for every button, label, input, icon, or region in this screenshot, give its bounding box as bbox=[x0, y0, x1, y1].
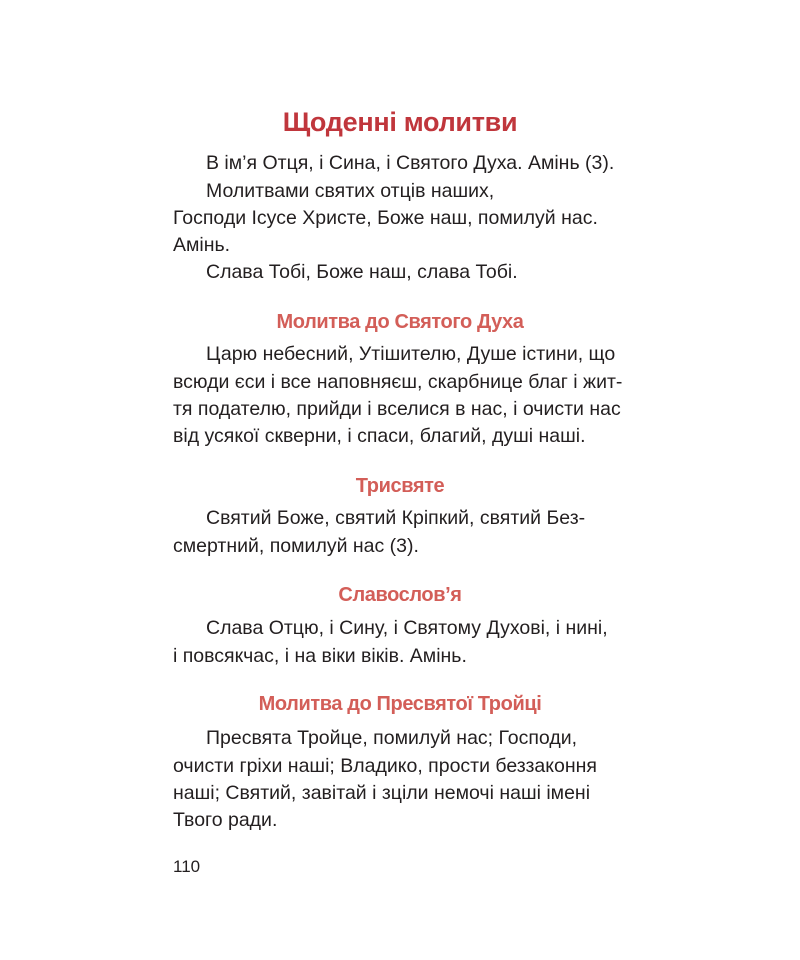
text-line: Господи Ісусе Христе, Боже наш, помилуй нас. bbox=[173, 207, 598, 229]
text-line: Молитвами святих отців наших, bbox=[206, 180, 495, 202]
text-line: Твого ради. bbox=[173, 809, 278, 831]
text-line: Святий Боже, святий Кріпкий, святий Без- bbox=[206, 507, 586, 529]
page-title: Щоденні молитви bbox=[282, 107, 518, 137]
section-heading: Молитва до Пресвятої Тройці bbox=[258, 693, 542, 715]
text-line: очисти гріхи наші; Владико, прости беззаконня bbox=[173, 755, 597, 777]
page-number: 110 bbox=[173, 857, 201, 876]
text-line: наші; Святий, завітай і зціли немочі наші імені bbox=[173, 782, 591, 804]
text-line: Амінь. bbox=[173, 234, 231, 256]
text-line: і повсякчас, і на віки віків. Амінь. bbox=[173, 645, 467, 667]
text-line: Слава Отцю, і Сину, і Святому Духові, і нині, bbox=[206, 617, 608, 639]
section-heading: Славослов’я bbox=[338, 584, 462, 606]
text-line: Пресвята Тройце, помилуй нас; Господи, bbox=[206, 727, 578, 749]
text-line: Царю небесний, Утішителю, Душе істини, що bbox=[206, 343, 616, 365]
section-heading: Молитва до Святого Духа bbox=[276, 311, 524, 333]
text-line: В ім’я Отця, і Сина, і Святого Духа. Амінь (3). bbox=[206, 152, 615, 174]
section-heading: Трисвяте bbox=[355, 475, 445, 497]
text-line: тя подателю, прийди і вселися в нас, і очисти нас bbox=[173, 398, 621, 420]
text-line: Слава Тобі, Боже наш, слава Тобі. bbox=[206, 261, 518, 283]
text-line: від усякої скверни, і спаси, благий, душі наші. bbox=[173, 425, 586, 447]
text-line: всюди єси і все наповняєш, скарбнице благ і жит- bbox=[173, 371, 623, 393]
text-line: смертний, помилуй нас (3). bbox=[173, 535, 419, 557]
